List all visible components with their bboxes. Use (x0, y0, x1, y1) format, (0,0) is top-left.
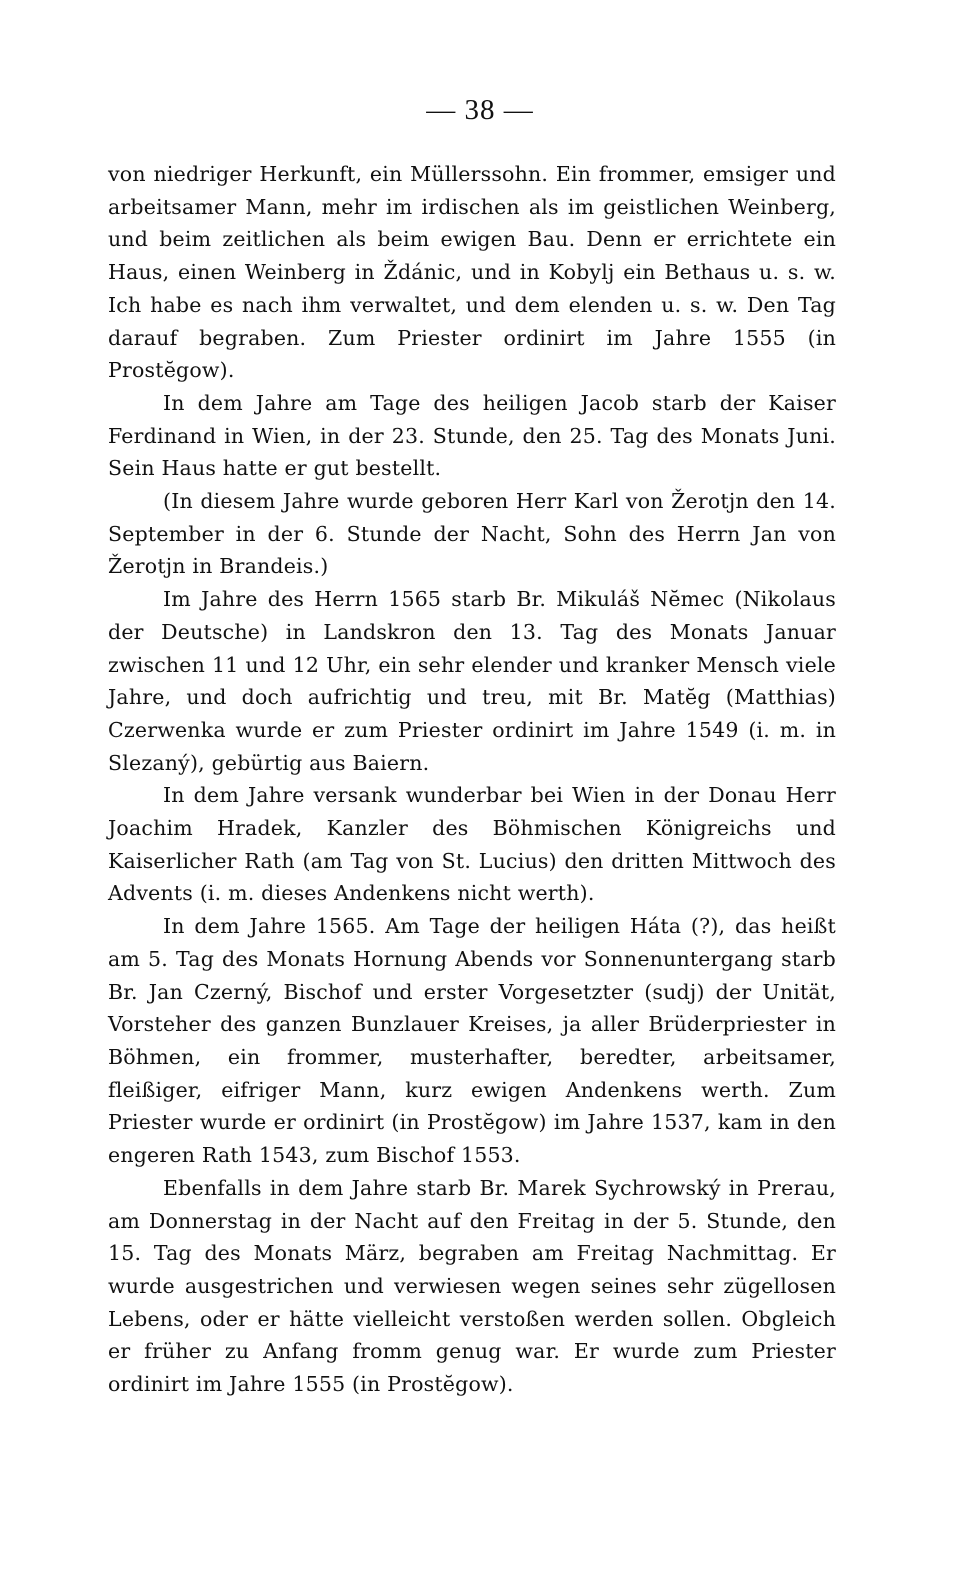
paragraph-nemec-death: Im Jahre des Herrn 1565 starb Br. Mikuláš Nĕmec (Nikolaus der Deutsche) in Landskron den 13. Tag des Monats Januar zwischen 11 und 12 Uhr, ein sehr elender und kranker Mensch viele Jahre, und doch aufrichtig und treu, mit Br. Matĕg (Matthias) Czerwenka wurde er zum Priester ordinirt im Jahre 1549 (i. m. in Slezaný), gebürtig aus Baiern. (108, 587, 836, 775)
paragraph-czerny-death: In dem Jahre 1565. Am Tage der heiligen Háta (?), das heißt am 5. Tag des Monats Hornung Abends vor Sonnenuntergang starb Br. Jan Czerný, Bischof und erster Vorgesetzter (sudj) der Unität, Vorsteher des ganzen Bunzlauer Kreises, ja aller Brüderpriester in Böhmen, ein frommer, musterhafter, beredter, arbeitsamer, fleißiger, eifriger Mann, kurz ewigen Andenkens werth. Zum Priester wurde er ordinirt (in Prostĕgow) im Jahre 1537, kam in den engeren Rath 1543, zum Bischof 1553. (108, 914, 836, 1168)
paragraph-hradek-drowning: In dem Jahre versank wunderbar bei Wien in der Donau Herr Joachim Hradek, Kanzler des Böhmischen Königreichs und Kaiserlicher Rath (am Tag von St. Lucius) den dritten Mittwoch des Advents (i. m. dieses Andenkens nicht werth). (108, 783, 836, 906)
body-text (108, 158, 836, 1401)
paragraph-sychrowsky-death: Ebenfalls in dem Jahre starb Br. Marek Sychrowský in Prerau, am Donnerstag in der Nacht auf den Freitag in der 5. Stunde, den 15. Tag des Monats März, begraben am Freitag Nachmittag. Er wurde ausgestrichen und verwiesen wegen seines sehr zügellosen Lebens, oder er hätte vielleicht verstoßen werden sollen. Obgleich er früher zu Anfang fromm genug war. Er wurde zum Priester ordinirt im Jahre 1555 (in Prostĕgow). (108, 1175, 836, 1397)
paragraph-karl-zerotin-birth: (In diesem Jahre wurde geboren Herr Karl von Žerotjn den 14. September in der 6. Stunde der Nacht, Sohn des Herrn Jan von Žerotjn in Brandeis.) (108, 489, 836, 579)
paragraph-continuation: von niedriger Herkunft, ein Müllerssohn. Ein frommer, emsiger und arbeitsamer Mann, mehr im irdischen als im geistlichen Weinberg, und beim zeitlichen als beim ewigen Bau. Denn er errichtete ein Haus, einen Weinberg in Ždánic, und in Kobylj ein Bethaus u. s. w. Ich habe es nach ihm verwaltet, und dem elenden u. s. w. Den Tag darauf begraben. Zum Priester ordinirt im Jahre 1555 (in Prostĕgow). (108, 162, 836, 383)
page-number: — 38 — (426, 94, 534, 126)
paragraph-ferdinand-death: In dem Jahre am Tage des heiligen Jacob starb der Kaiser Ferdinand in Wien, in der 23. Stunde, den 25. Tag des Monats Juni. Sein Haus hatte er gut bestellt. (108, 390, 836, 481)
